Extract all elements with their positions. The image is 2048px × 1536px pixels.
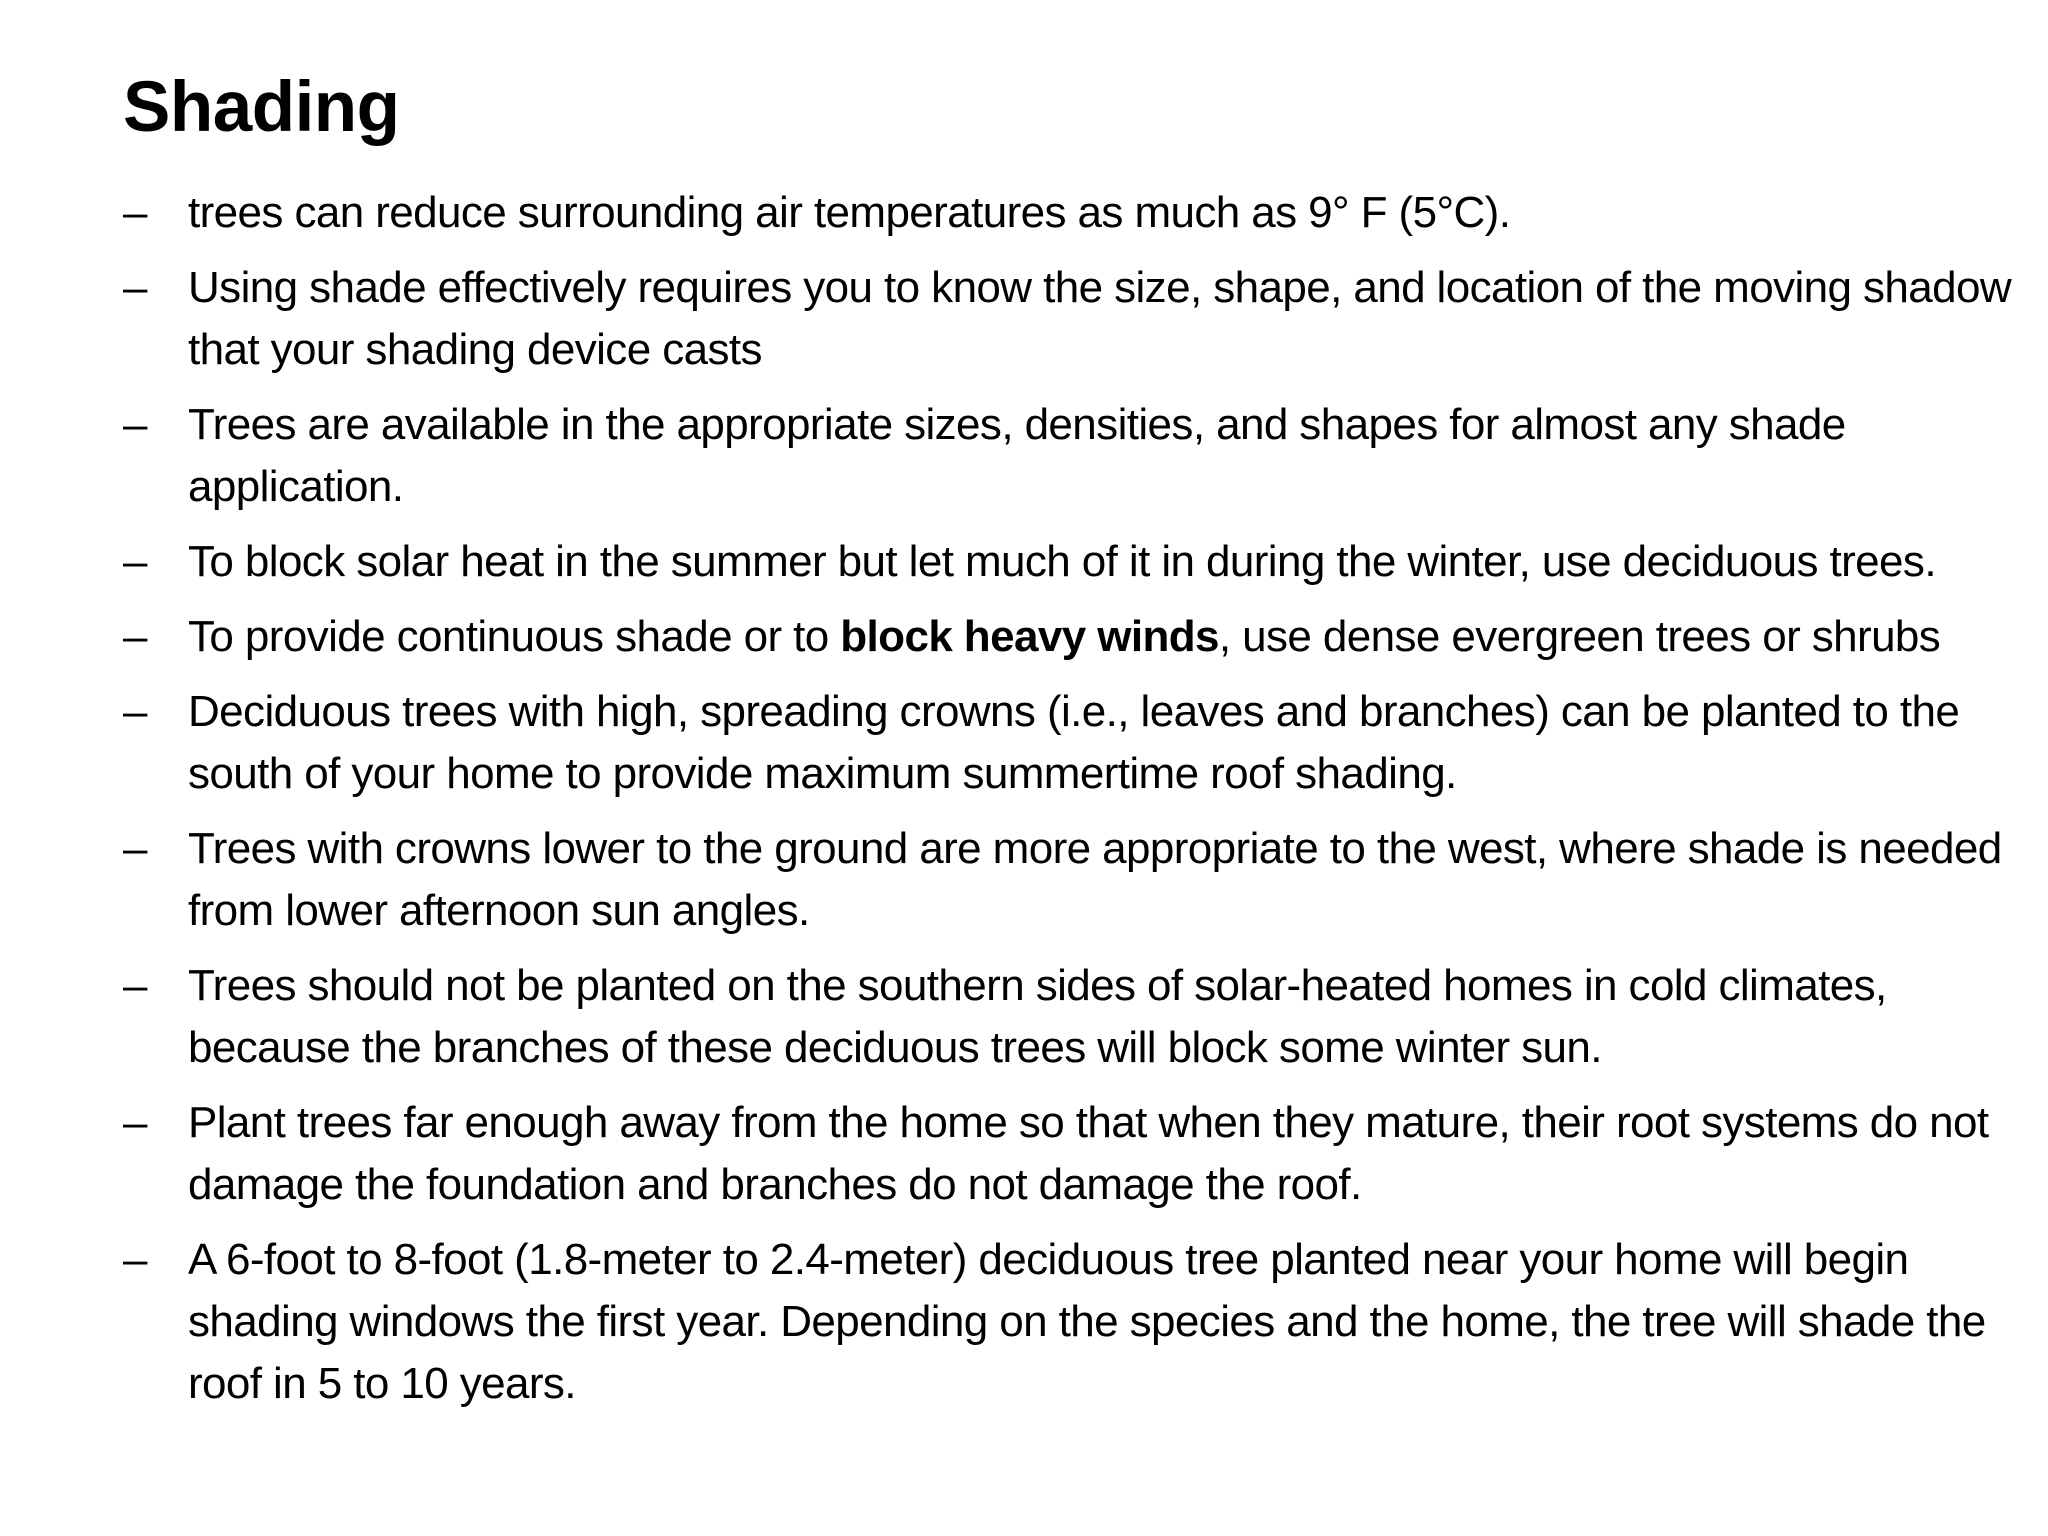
- bullet-text: [188, 606, 2033, 668]
- bullet-text: Deciduous trees with high, spreading crowns (i.e., leaves and branches) can be planted to the south of your home to provide maximum summertime roof shading.: [188, 687, 1960, 798]
- bullet-dash: –: [123, 687, 148, 736]
- bullet-item: [123, 606, 2033, 668]
- bullet-item: [123, 257, 2033, 381]
- bullet-text-after: , use dense evergreen trees or shrubs: [1218, 612, 1941, 661]
- bullet-text-before: To provide continuous shade or to: [188, 612, 841, 661]
- bullet-item: [123, 1092, 2033, 1216]
- bullet-dash: –: [123, 263, 148, 312]
- bullet-item: [123, 681, 2033, 805]
- bullet-text: Trees are available in the appropriate sizes, densities, and shapes for almost any shade application.: [188, 400, 1846, 511]
- bullet-dash: –: [123, 400, 148, 449]
- bullet-text: Plant trees far enough away from the home so that when they mature, their root systems do not damage the foundation and branches do not damage the roof.: [188, 1098, 1989, 1209]
- bullet-list: [123, 182, 2033, 1428]
- bullet-item: [123, 955, 2033, 1079]
- bullet-dash: –: [123, 1098, 148, 1147]
- slide-title: Shading: [123, 68, 400, 147]
- bullet-item: [123, 182, 2033, 244]
- bullet-text: trees can reduce surrounding air temperatures as much as 9° F (5°C).: [188, 188, 1511, 237]
- bullet-text: To block solar heat in the summer but let much of it in during the winter, use deciduous trees.: [188, 537, 1936, 586]
- bullet-dash: –: [123, 612, 148, 661]
- bullet-item: [123, 394, 2033, 518]
- bullet-dash: –: [123, 1235, 148, 1284]
- bullet-text: Trees with crowns lower to the ground are more appropriate to the west, where shade is needed from lower afternoon sun angles.: [188, 824, 2002, 935]
- bullet-text: Using shade effectively requires you to know the size, shape, and location of the moving shadow that your shading device casts: [188, 263, 2012, 374]
- bullet-dash: –: [123, 537, 148, 586]
- bullet-item: [123, 531, 2033, 593]
- bullet-text: Trees should not be planted on the southern sides of solar-heated homes in cold climates, because the branches of these deciduous trees will block some winter sun.: [188, 961, 1887, 1072]
- bullet-item: [123, 1229, 2033, 1415]
- bullet-dash: –: [123, 824, 148, 873]
- bullet-text-bold: block heavy winds: [840, 612, 1219, 661]
- bullet-dash: –: [123, 961, 148, 1010]
- bullet-text: A 6-foot to 8-foot (1.8-meter to 2.4-meter) deciduous tree planted near your home will begin shading windows the first year. Depending on the species and the home, the tree will shade the roof in 5 to 10 years.: [188, 1235, 1986, 1408]
- bullet-dash: –: [123, 188, 148, 237]
- bullet-item: [123, 818, 2033, 942]
